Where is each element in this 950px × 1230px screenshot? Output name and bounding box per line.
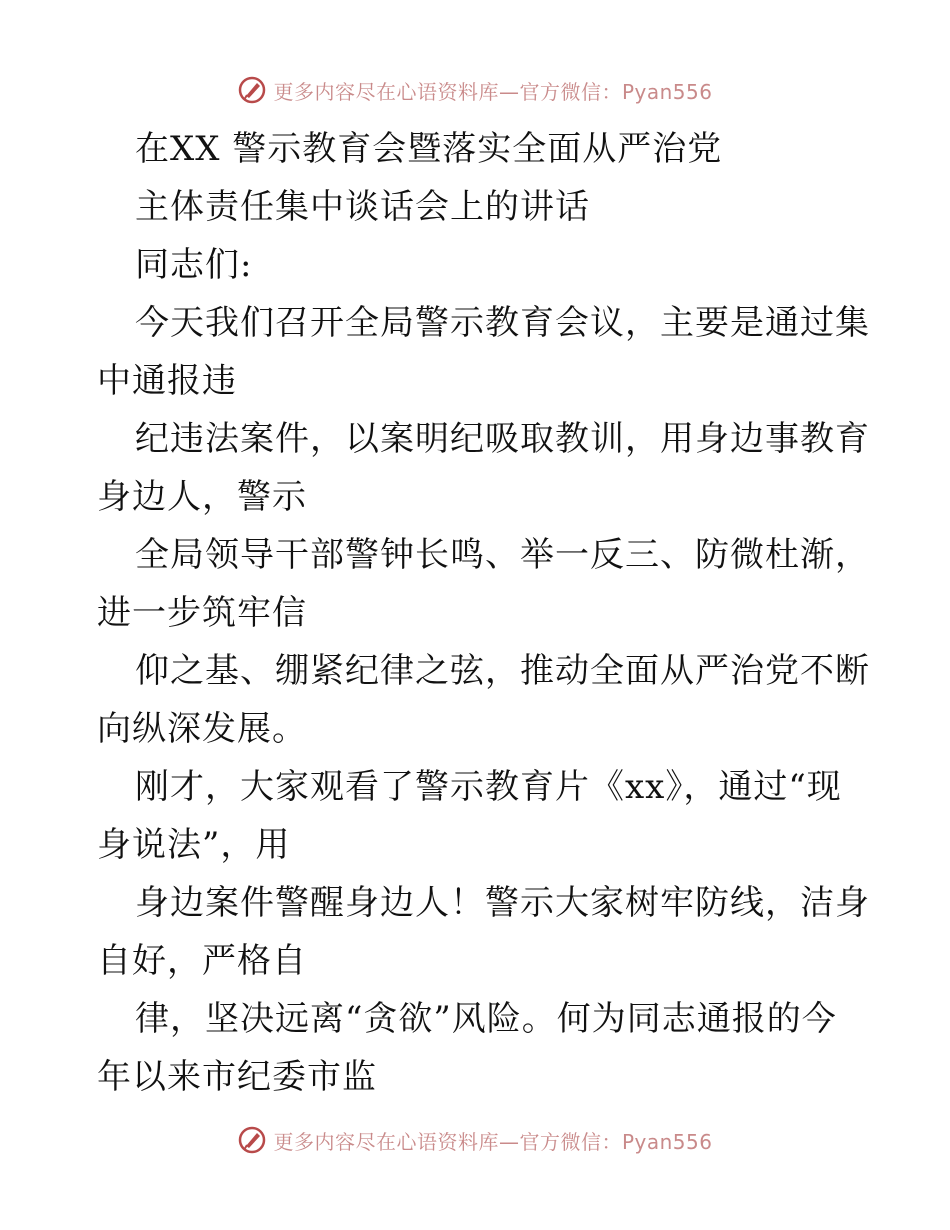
paragraph-line: 向纵深发展。 [97, 709, 307, 749]
paragraph-line: 中通报违 [97, 361, 237, 401]
footer-banner-text: 更多内容尽在心语资料库—官方微信：Pyan556 [273, 1129, 713, 1154]
paragraph-line: 进一步筑牢信 [97, 593, 307, 633]
paragraph-line: 年以来市纪委市监 [97, 1057, 377, 1097]
paragraph-line: 自好，严格自 [97, 941, 307, 981]
paragraph-line: 全局领导干部警钟长鸣、举一反三、防微杜渐， [135, 535, 870, 575]
paragraph-line: 身说法”，用 [97, 825, 291, 865]
header-banner [0, 70, 950, 110]
document-body [97, 120, 870, 1106]
paragraph-line: 纪违法案件，以案明纪吸取教训，用身边事教育 [135, 419, 870, 459]
title-line-2: 主体责任集中谈话会上的讲话 [135, 187, 590, 227]
title-line-1: 在XX 警示教育会暨落实全面从严治党 [135, 129, 723, 169]
paragraph-line: 刚才，大家观看了警示教育片《xx》，通过“现 [135, 767, 842, 807]
paragraph-line: 身边人，警示 [97, 477, 307, 517]
quill-pen-seal-icon [237, 1125, 267, 1155]
quill-pen-seal-icon [237, 75, 267, 105]
footer-banner [0, 1120, 950, 1160]
header-banner-text: 更多内容尽在心语资料库—官方微信：Pyan556 [273, 79, 713, 104]
paragraph-line: 今天我们召开全局警示教育会议，主要是通过集 [135, 303, 870, 343]
paragraph-line: 身边案件警醒身边人！警示大家树牢防线，洁身 [135, 883, 870, 923]
salutation: 同志们: [135, 245, 253, 285]
paragraph-line: 律，坚决远离“贪欲”风险。何为同志通报的今 [135, 999, 837, 1039]
paragraph-line: 仰之基、绷紧纪律之弦，推动全面从严治党不断 [135, 651, 870, 691]
